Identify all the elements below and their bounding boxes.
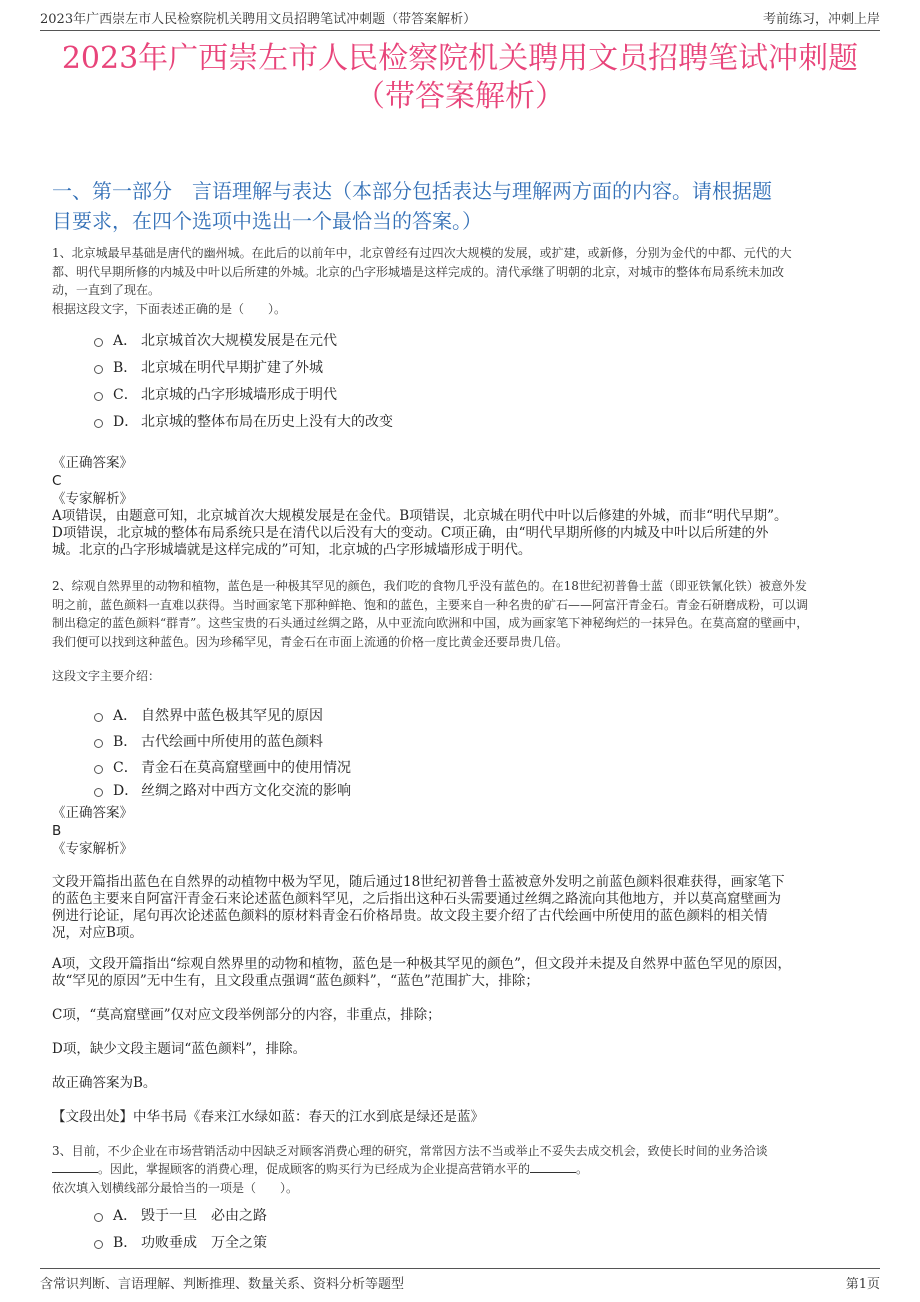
radio-icon[interactable] [94,1240,103,1249]
analysis-line: 故“罕见的原因”无中生有，且文段重点强调“蓝色颜料”，“蓝色”范围扩大，排除； [52,972,539,989]
question-3 [52,1142,876,1256]
option-letter: A． [113,707,138,724]
radio-icon[interactable] [94,739,103,748]
question-2-analysis-label: 《专家解析》 [52,840,133,857]
option-text: 丝绸之路对中西方文化交流的影响 [141,782,351,799]
option-letter: B． [113,1234,138,1251]
analysis-line: 的蓝色主要来自阿富汗青金石来论述蓝色颜料罕见，之后指出这种石头需要通过丝绸之路流向其他地方，并以莫高窟壁画为 [52,890,781,907]
fill-blank-1 [52,1160,98,1173]
analysis-line: D项错误，北京城的整体布局系统只是在清代以后没有大的变动。C项正确，由“明代早期所修的内城及中叶以后所建的外 [52,525,769,541]
radio-icon[interactable] [94,392,103,401]
option-letter: C． [113,386,138,403]
option-text: 北京城的凸字形城墙形成于明代 [141,386,337,403]
option-text: 北京城首次大规模发展是在元代 [141,332,337,349]
option-letter: B． [113,359,138,376]
analysis-line: 城。北京的凸字形城墙就是这样完成的”可知，北京城的凸字形城墙形成于明代。 [52,542,532,558]
analysis-line: 况，对应B项。 [52,924,143,941]
question-1-analysis-label: 《专家解析》 [52,491,133,507]
question-1-analysis [52,508,876,559]
question-2-option-b[interactable] [52,728,876,754]
passage-line: 我们便可以找到这种蓝色。因为珍稀罕见，青金石在市面上流通的价格一度比黄金还要昂贵几倍。 [52,634,569,649]
option-letter: C． [113,759,138,776]
option-letter: A． [113,332,138,349]
question-2-source: 【文段出处】中华书局《春来江水绿如蓝：春天的江水到底是绿还是蓝》 [52,1108,484,1125]
page-title-line2: （带答案解析） [355,79,565,114]
option-text: 自然界中蓝色极其罕见的原因 [141,707,323,724]
question-2-option-c[interactable] [52,754,876,780]
option-text: 毁于一旦 必由之路 [141,1207,267,1224]
option-letter: D． [113,413,139,430]
radio-icon[interactable] [94,1213,103,1222]
radio-icon[interactable] [94,365,103,374]
section-heading-line1: 一、第一部分 言语理解与表达（本部分包括表达与理解两方面的内容。请根据题 [52,179,772,203]
option-text: 青金石在莫高窟壁画中的使用情况 [141,759,351,776]
page-footer [40,1268,880,1293]
question-3-option-a[interactable] [52,1201,876,1228]
radio-icon[interactable] [94,765,103,774]
question-2-analysis-p3: C项，“莫高窟壁画”仅对应文段举例部分的内容，非重点，排除； [52,1006,441,1023]
passage-line: 2、综观自然界里的动物和植物，蓝色是一种极其罕见的颜色，我们吃的食物几乎没有蓝色的。在18世纪初普鲁士蓝（即亚铁氰化铁）被意外发 [52,579,807,593]
question-1-option-d[interactable] [52,407,876,434]
option-text: 北京城在明代早期扩建了外城 [141,359,323,376]
question-1-answer-label: 《正确答案》 [52,455,133,471]
question-2-option-a[interactable] [52,702,876,728]
option-text: 功败垂成 万全之策 [141,1234,267,1251]
question-2-analysis-p1 [52,874,876,942]
question-1-option-b[interactable] [52,353,876,380]
question-2-analysis-p4: D项，缺少文段主题词“蓝色颜料”，排除。 [52,1040,307,1057]
option-letter: B． [113,733,138,750]
passage-text: 。因此，掌握顾客的消费心理，促成顾客的购买行为已经成为企业提高营销水平的 [98,1162,531,1176]
passage-line: 1、北京城最早基础是唐代的幽州城。在此后的以前年中，北京曾经有过四次大规模的发展，或扩建，或新修，分别为金代的中都、元代的大 [52,246,792,260]
passage-line: 制出稳定的蓝色颜料“群青”。这些宝贵的石头通过丝绸之路，从中亚流向欧洲和中国，成为画家笔下神秘绚烂的一抹异色。在莫高窟的壁画中， [52,616,809,630]
analysis-line: 例进行论证，尾句再次论述蓝色颜料的原材料青金石价格昂贵。故文段主要介绍了古代绘画中所使用的蓝色颜料的相关情 [52,907,768,924]
passage-line: 3、目前，不少企业在市场营销活动中因缺乏对顾客消费心理的研究，常常因方法不当或举止不妥失去成交机会，致使长时间的业务洽谈 [52,1143,768,1158]
question-2-passage [52,577,876,651]
question-1 [52,244,876,559]
question-3-passage [52,1142,876,1198]
section-heading-line2: 目要求，在四个选项中选出一个最恰当的答案。） [52,209,482,233]
passage-text: 。 [576,1162,589,1176]
option-text: 北京城的整体布局在历史上没有大的改变 [141,413,393,430]
passage-line: 动，一直到了现在。 [52,283,161,297]
question-2-option-d[interactable] [52,780,876,800]
option-text: 古代绘画中所使用的蓝色颜料 [141,733,323,750]
analysis-line: 文段开篇指出蓝色在自然界的动植物中极为罕见，随后通过18世纪初普鲁士蓝被意外发明之前蓝色颜料很难获得，画家笔下 [52,873,785,890]
question-2-analysis-p5: 故正确答案为B。 [52,1074,157,1091]
questions-content [52,244,876,1255]
analysis-line: A项错误，由题意可知，北京城首次大规模发展是在金代。B项错误，北京城在明代中叶以后修建的外城，而非“明代早期”。 [52,508,788,524]
question-1-option-c[interactable] [52,380,876,407]
question-1-option-a[interactable] [52,326,876,353]
passage-line [52,1160,876,1179]
question-1-stem: 根据这段文字，下面表述正确的是（ ）。 [52,301,287,316]
header-slogan: 考前练习，冲刺上岸 [762,12,880,27]
radio-icon[interactable] [94,419,103,428]
radio-icon[interactable] [94,338,103,347]
page-header [40,8,880,31]
analysis-line: A项，文段开篇指出“综观自然界里的动物和植物，蓝色是一种极其罕见的颜色”，但文段并未提及自然界中蓝色罕见的原因， [52,955,792,972]
radio-icon[interactable] [94,788,103,797]
question-3-stem: 依次填入划横线部分最恰当的一项是（ ）。 [52,1180,299,1195]
question-1-answer: C [52,473,62,489]
option-letter: D． [113,782,139,799]
radio-icon[interactable] [94,713,103,722]
page-title-line1: 2023年广西崇左市人民检察院机关聘用文员招聘笔试冲刺题 [61,41,859,76]
question-2-answer: B [52,822,62,839]
page-number: 第1页 [845,1277,880,1292]
question-3-option-b[interactable] [52,1228,876,1255]
option-letter: A． [113,1207,138,1224]
passage-line: 都、明代早期所修的内城及中叶以后所建的外城。北京的凸字形城墙是这样完成的。清代承继了明朝的北京，对城市的整体布局系统未加改 [52,264,785,279]
question-1-passage [52,244,876,318]
footer-note: 含常识判断、言语理解、判断推理、数量关系、资料分析等题型 [40,1277,405,1292]
header-doc-title: 2023年广西崇左市人民检察院机关聘用文员招聘笔试冲刺题（带答案解析） [40,12,477,27]
question-2-answer-label: 《正确答案》 [52,804,133,821]
page-title [40,40,880,116]
question-2-stem: 这段文字主要介绍： [52,669,161,683]
question-2-analysis-p2 [52,956,876,990]
question-2 [52,577,876,1126]
section-heading [52,176,880,236]
passage-line: 明之前，蓝色颜料一直难以获得。当时画家笔下那种鲜艳、饱和的蓝色，主要来自一种名贵的矿石——阿富汗青金石。青金石研磨成粉，可以调 [52,597,809,612]
fill-blank-2 [530,1160,576,1173]
